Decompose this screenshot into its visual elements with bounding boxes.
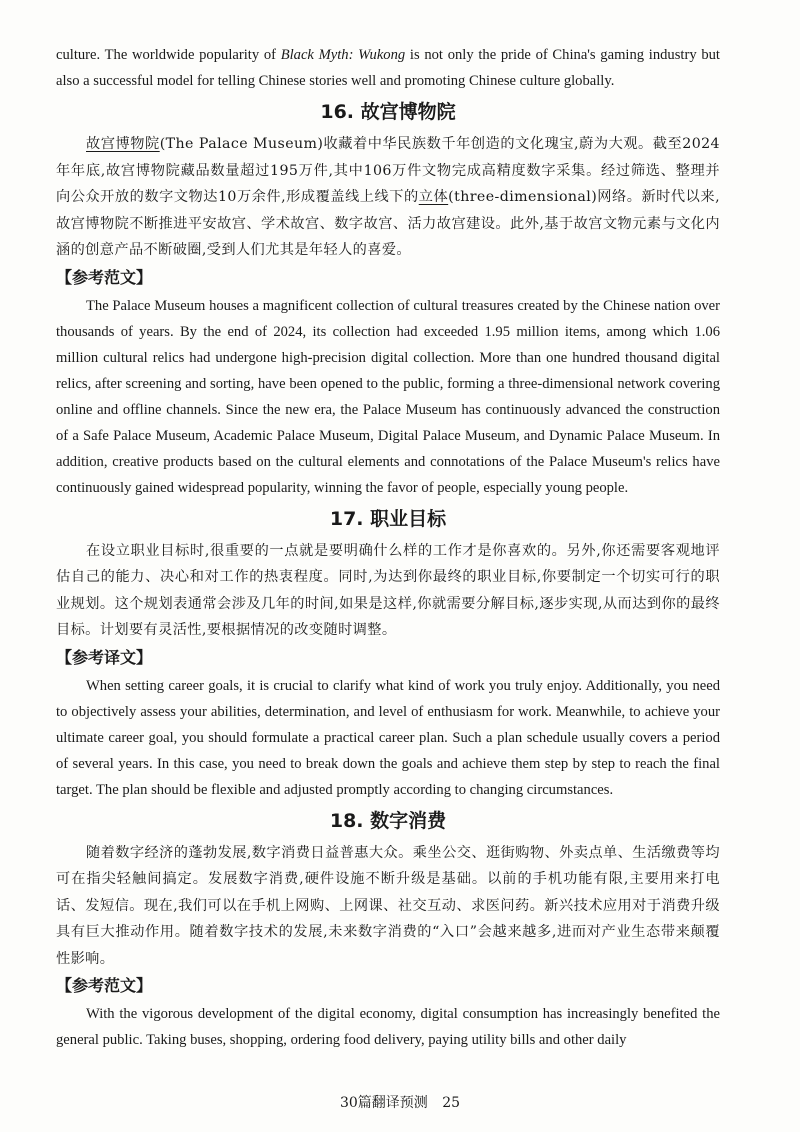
intro-text-2: is not only the pride of China's gaming industry but also a successful model for telling Chinese stories well and promoting Chinese culture globally. [56, 47, 720, 89]
intro-game-title: Black Myth: Wukong [280, 47, 406, 63]
section-16-answer-label: 【参考范文】 [56, 267, 153, 287]
section-16-chinese-a: (The Palace Museum)收藏着中华民族数千年创造的文化瑰宝,蔚为大观。截至2024年年底,故宫博物院藏品数量超过195万件,其中106万件文物完成高精度数字采集。经过筛选、整理并向公众开放的数字文物达10万余件,形成覆盖线上线下的 [56, 136, 720, 205]
section-16-chinese-lead: 故宫博物院 [86, 136, 160, 152]
section-18-answer-label: 【参考范文】 [56, 976, 153, 995]
section-16-chinese [56, 131, 720, 264]
section-16-english: The Palace Museum houses a magnificent collection of cultural treasures created by the Chinese nation over thousands of years. By the end of 2024, its collection had exceeded 1.95 million items, among which 1.06 million cultural relics had undergone high-precision digital collection. More than one hundred thousand digital relics, after screening and sorting, have been opened to the public, forming a three-dimensional network covering online and offline channels. Since the new era, the Palace Museum has continuously advanced the construction of a Safe Palace Museum, Academic Palace Museum, Digital Palace Museum, and Dynamic Palace Museum. In addition, creative products based on the cultural elements and connotations of the Palace Museum's relics have continuously gained widespread popularity, winning the favor of people, especially young people. [56, 297, 720, 496]
section-17-answer-label: 【参考译文】 [56, 647, 153, 667]
section-17-english: When setting career goals, it is crucial to clarify what kind of work you truly enjoy. Additionally, you need to objectively assess your abilities, determination, and level of enthusiasm for work. Meanwhile, to achieve your ultimate career goal, you should formulate a practical career plan. Such a plan schedule usually covers a period of several years. In this case, you need to break down the goals and achieve them step by step to reach the final target. The plan should be flexible and adjusted promptly according to changing circumstances. [56, 677, 720, 798]
section-18-english: With the vigorous development of the digital economy, digital consumption has increasingly benefited the general public. Taking buses, shopping, ordering food delivery, paying utility bills and other daily [56, 1006, 720, 1048]
section-16-chinese-b: (three-dimensional)网络。新时代以来,故宫博物院不断推进平安故宫、学术故宫、数字故宫、活力故宫建设。此外,基于故宫文物元素与文化内涵的创意产品不断破圈,受到人们尤其是年轻人的喜爱。 [56, 189, 720, 258]
section-17-heading: 17. 职业目标 [329, 507, 447, 530]
section-16-heading: 16. 故宫博物院 [320, 101, 456, 123]
intro-text-1: culture. The worldwide popularity of [56, 47, 281, 63]
section-18-heading: 18. 数字消费 [329, 809, 447, 832]
section-17-chinese: 在设立职业目标时,很重要的一点就是要明确什么样的工作才是你喜欢的。另外,你还需要客观地评估自己的能力、决心和对工作的热衷程度。同时,为达到你最终的职业目标,你要制定一个切实可行的职业规划。这个规划表通常会涉及几年的时间,如果是这样,你就需要分解目标,逐步实现,从而达到你的最终目标。计划要有灵活性,要根据情况的改变随时调整。 [56, 542, 720, 638]
footer-page-number: 25 [442, 1095, 461, 1111]
section-16-chinese-underlined: 立体 [418, 189, 449, 205]
footer-book-title: 30篇翻译预测 [339, 1095, 428, 1111]
document-page [56, 42, 720, 1053]
page-footer [0, 1092, 800, 1112]
section-18-chinese: 随着数字经济的蓬勃发展,数字消费日益普惠大众。乘坐公交、逛街购物、外卖点单、生活缴费等均可在指尖轻触间搞定。发展数字消费,硬件设施不断升级是基础。以前的手机功能有限,主要用来打电话、发短信。现在,我们可以在手机上网购、上网课、社交互动、求医问药。新兴技术应用对于消费升级具有巨大推动作用。随着数字技术的发展,未来数字消费的“入口”会越来越多,进而对产业生态带来颠覆性影响。 [56, 844, 720, 967]
intro-paragraph [56, 42, 720, 94]
